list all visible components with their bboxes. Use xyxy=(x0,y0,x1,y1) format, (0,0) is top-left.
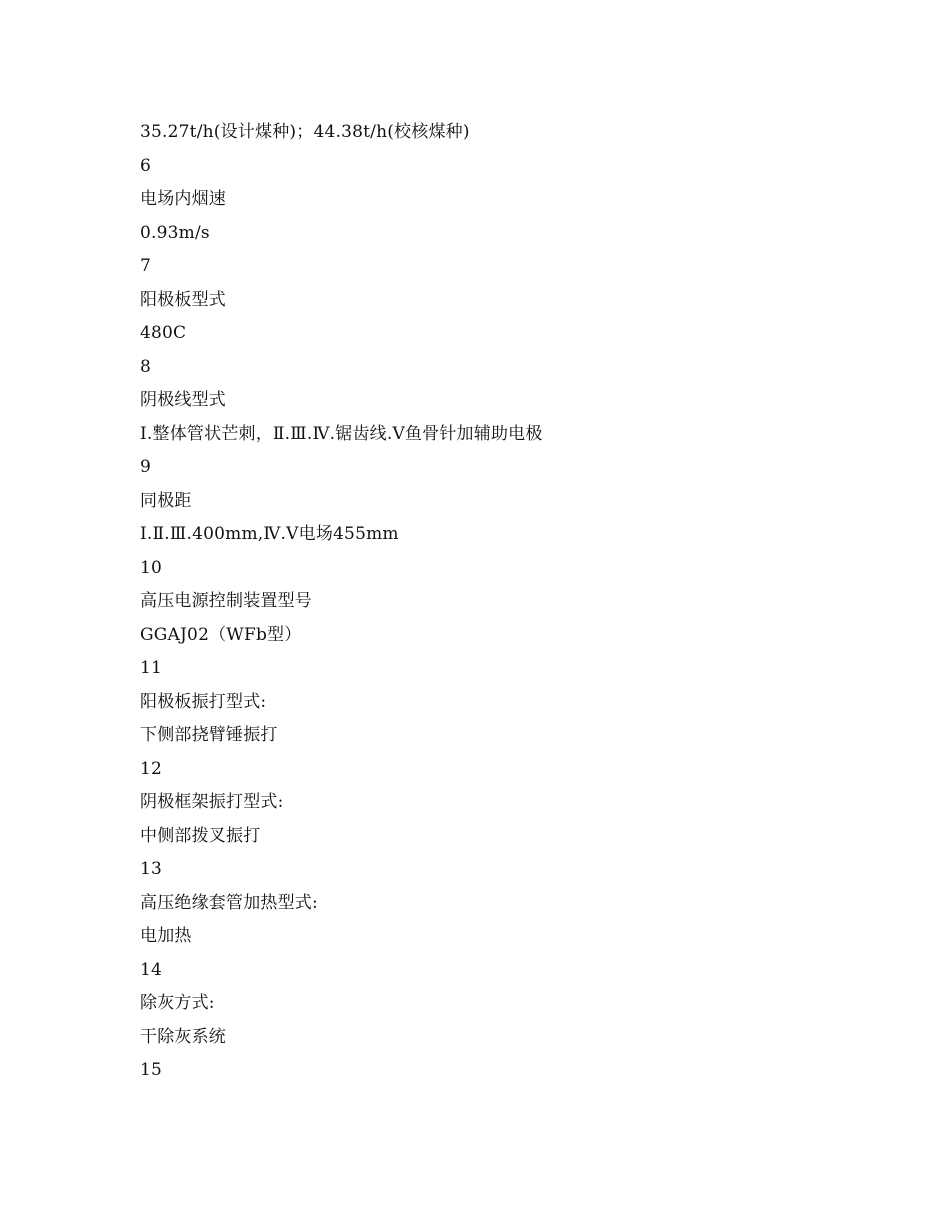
item-label: 阴极线型式 xyxy=(140,390,226,410)
item-label: 阳极板振打型式: xyxy=(140,691,267,712)
item-label: 高压电源控制装置型号 xyxy=(140,591,312,611)
item-label: 同极距 xyxy=(140,490,192,511)
item-label: 阳极板型式 xyxy=(140,289,226,310)
item-number: 12 xyxy=(140,758,163,779)
item-number: 11 xyxy=(140,658,163,678)
item-value: 0.93m/s xyxy=(140,222,210,243)
item-label: 除灰方式: xyxy=(140,993,215,1013)
item-number: 9 xyxy=(140,457,152,477)
item-number: 6 xyxy=(140,155,152,176)
item-value: 下侧部挠臂锤振打 xyxy=(140,725,278,745)
item-value: 480C xyxy=(140,323,187,343)
item-number: 7 xyxy=(140,256,152,276)
item-number: 8 xyxy=(140,356,152,377)
item-label: 电场内烟速 xyxy=(140,189,226,209)
document-body xyxy=(140,116,543,1088)
item-value: 电加热 xyxy=(140,926,192,946)
item-value: Ⅰ.Ⅱ.Ⅲ.400mm,Ⅳ.Ⅴ电场455mm xyxy=(140,524,399,544)
item-value: 中侧部拨叉振打 xyxy=(140,825,261,846)
item-value: GGAJ02（WFb型） xyxy=(140,624,302,645)
item-number: 15 xyxy=(140,1060,163,1080)
item-label: 高压绝缘套管加热型式: xyxy=(140,892,318,913)
item-value: 干除灰系统 xyxy=(140,1026,226,1047)
text-line: 35.27t/h(设计煤种)；44.38t/h(校核煤种) xyxy=(140,122,470,142)
item-label: 阴极框架振打型式: xyxy=(140,792,284,812)
item-number: 14 xyxy=(140,959,163,980)
item-number: 13 xyxy=(140,859,163,879)
item-number: 10 xyxy=(140,557,163,578)
item-value: Ⅰ.整体管状芒刺，Ⅱ.Ⅲ.Ⅳ.锯齿线.Ⅴ鱼骨针加辅助电极 xyxy=(140,423,543,444)
